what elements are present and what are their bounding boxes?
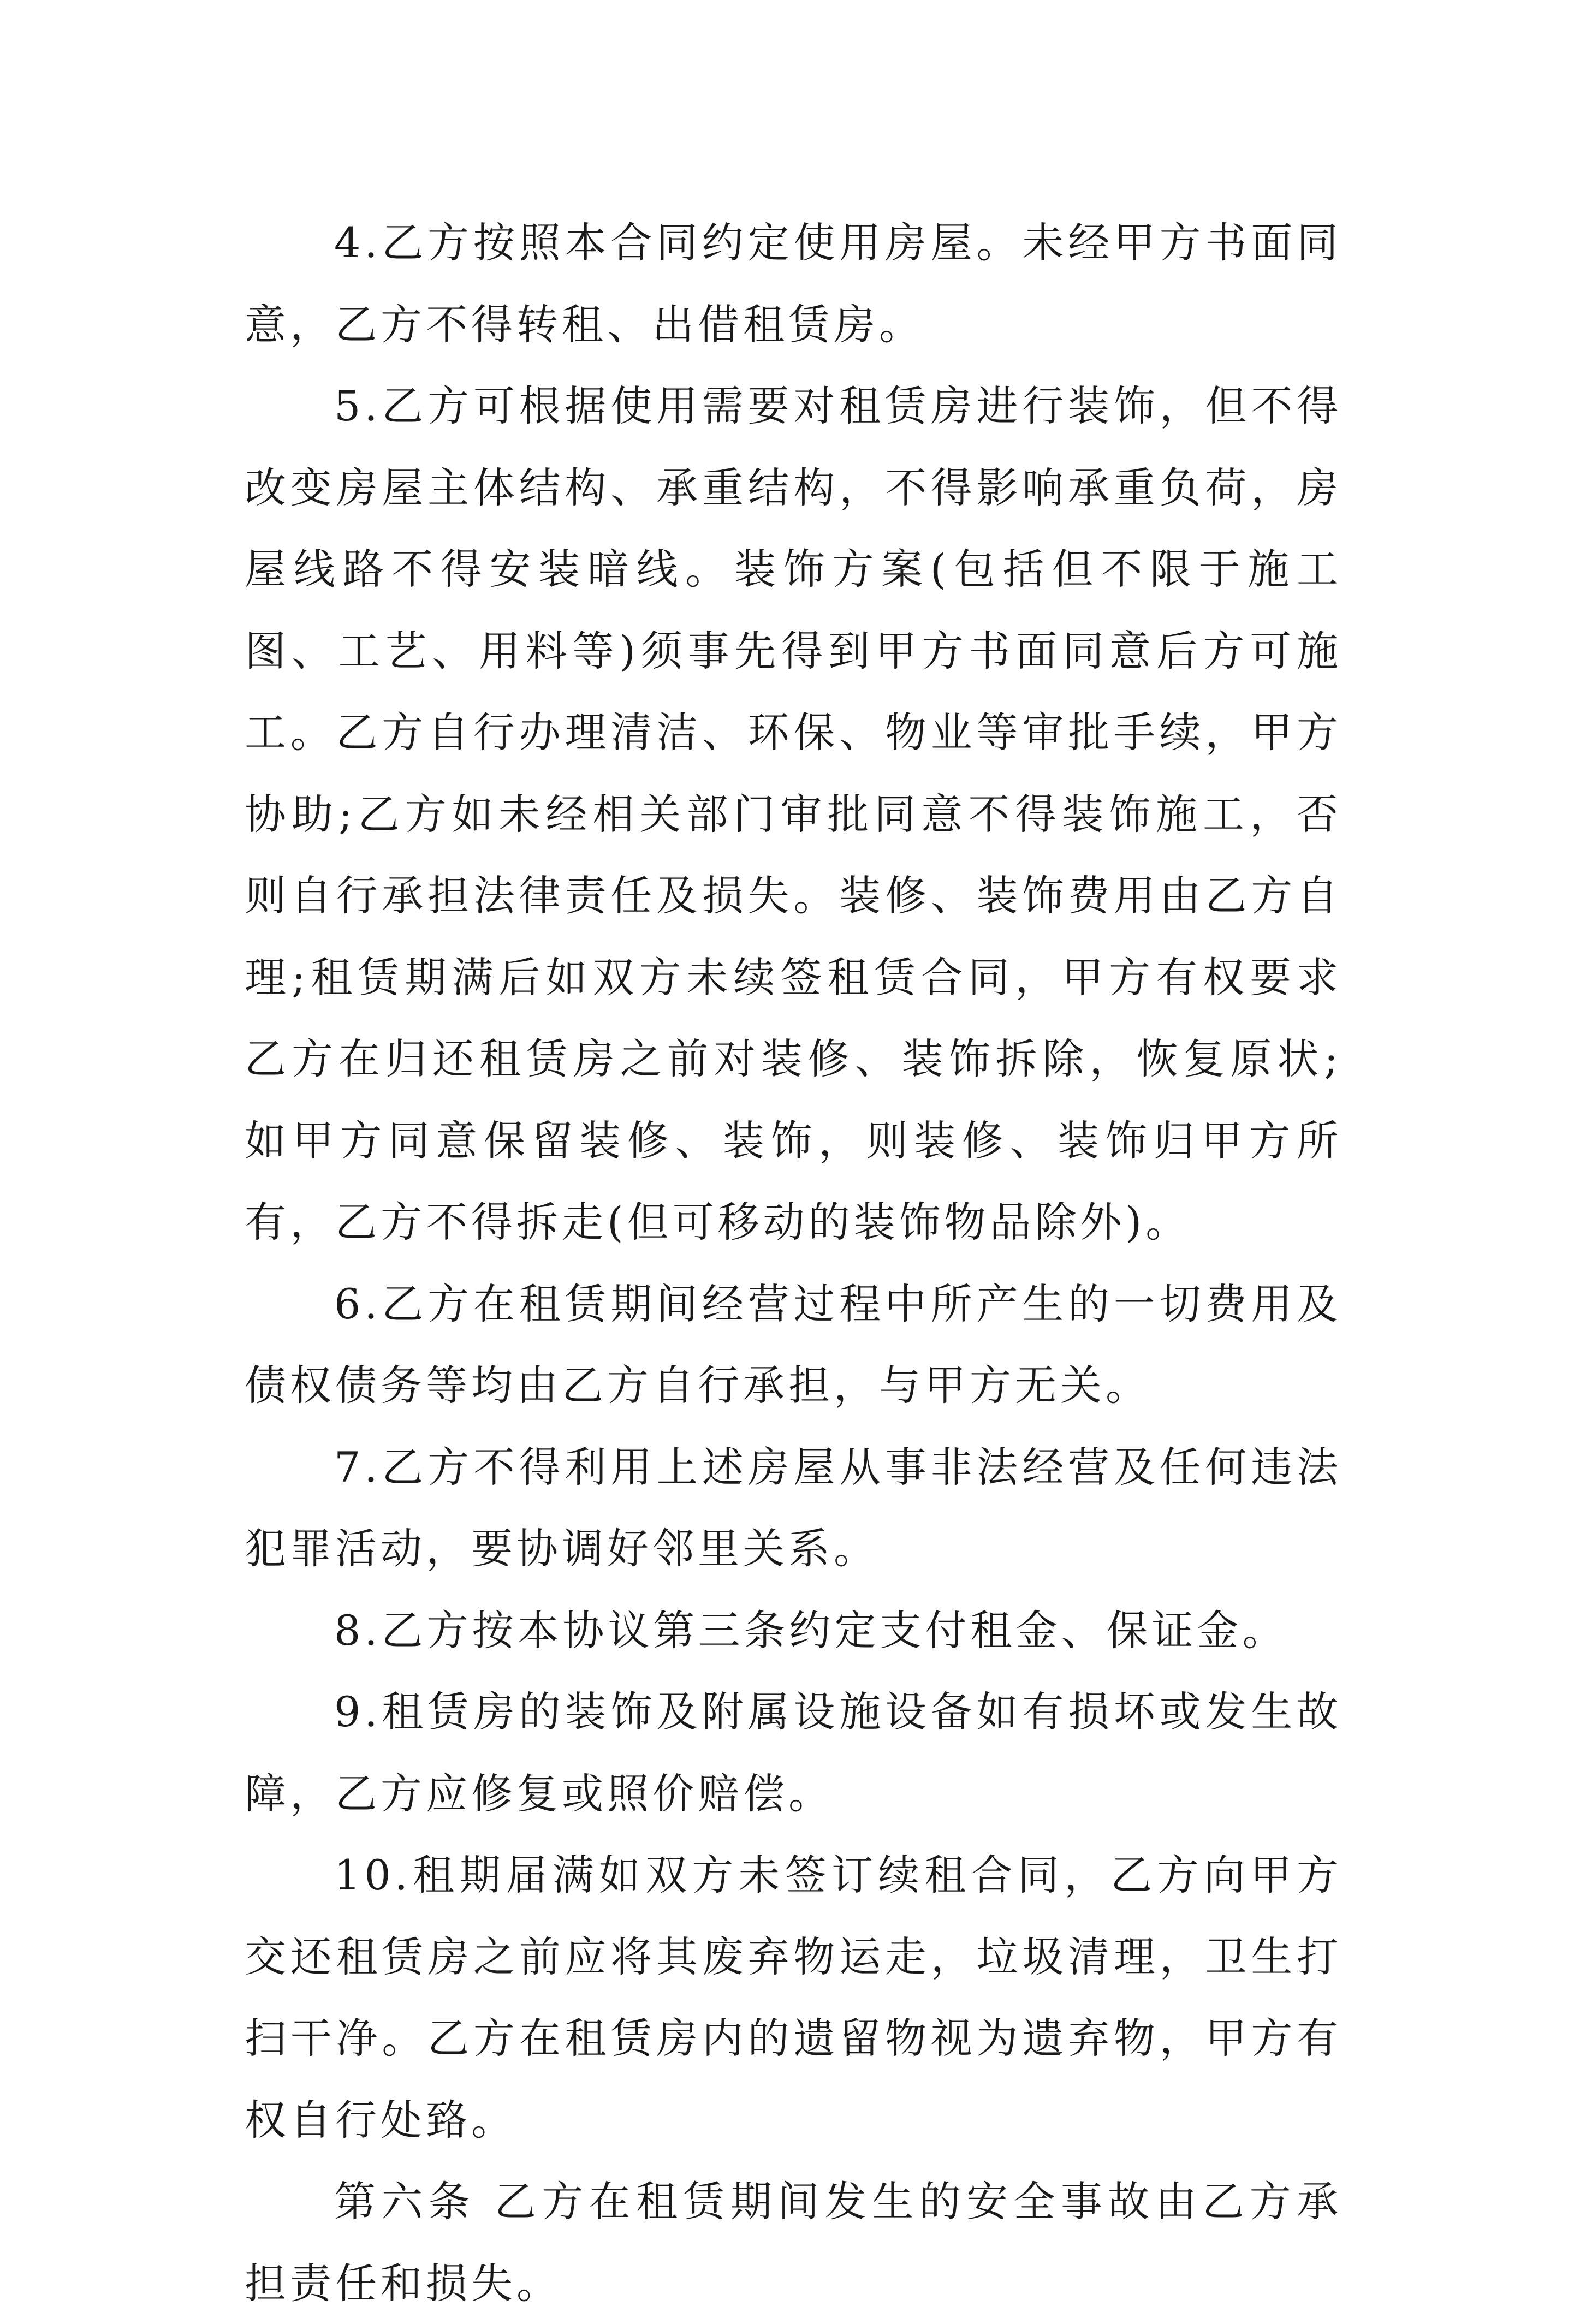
article-6: 第六条 乙方在租赁期间发生的安全事故由乙方承担责任和损失。 — [245, 2177, 1342, 2308]
clause-8: 8.乙方按本协议第三条约定支付租金、保证金。 — [334, 1606, 1288, 1655]
clause-4: 4.乙方按照本合同约定使用房屋。未经甲方书面同意，乙方不得转租、出借租赁房。 — [245, 218, 1342, 349]
clause-10: 10.租期届满如双方未签订续租合同，乙方向甲方交还租赁房之前应将其废弃物运走，垃圾清理，卫生打扫干净。乙方在租赁房内的遗留物视为遗弃物，甲方有权自行处臵。 — [245, 1851, 1342, 2144]
clause-5: 5.乙方可根据使用需要对租赁房进行装饰，但不得改变房屋主体结构、承重结构，不得影响承重负荷，房屋线路不得安装暗线。装饰方案(包括但不限于施工图、工艺、用料等)须事先得到甲方书面同意后方可施工。乙方自行办理清洁、环保、物业等审批手续，甲方协助;乙方如未经相关部门审批同意不得装饰施工，否则自行承担法律责任及损失。装修、装饰费用由乙方自理;租赁期满后如双方未续签租赁合同，甲方有权要求乙方在归还租赁房之前对装修、装饰拆除，恢复原状;如甲方同意保留装修、装饰，则装修、装饰归甲方所有，乙方不得拆走(但可移动的装饰物品除外)。 — [245, 382, 1342, 1246]
clause-7: 7.乙方不得利用上述房屋从事非法经营及任何违法犯罪活动，要协调好邻里关系。 — [245, 1442, 1342, 1573]
document-body — [245, 202, 1342, 2324]
clause-6: 6.乙方在租赁期间经营过程中所产生的一切费用及债权债务等均由乙方自行承担，与甲方无关。 — [245, 1279, 1342, 1410]
clause-9: 9.租赁房的装饰及附属设施设备如有损坏或发生故障，乙方应修复或照价赔偿。 — [245, 1687, 1342, 1818]
